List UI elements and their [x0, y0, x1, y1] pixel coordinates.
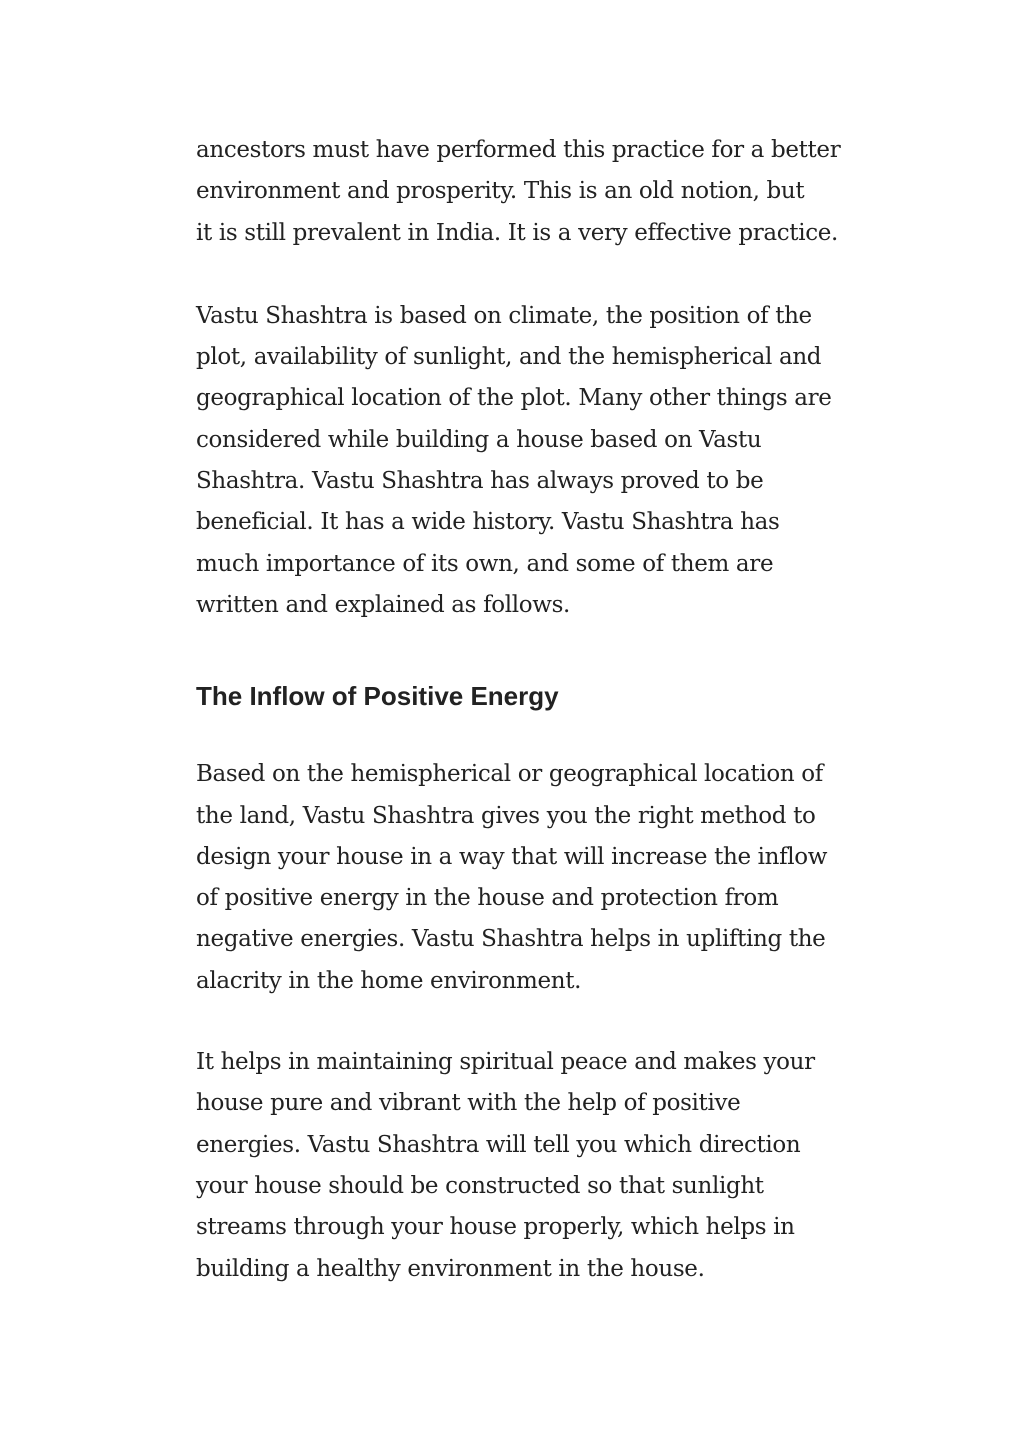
text-line: of positive energy in the house and protection from — [196, 885, 779, 912]
text-line: ancestors must have performed this practice for a better — [196, 137, 841, 163]
text-line: your house should be constructed so that sunlight — [196, 1172, 764, 1199]
text-line: Based on the hemispherical or geographical location of — [196, 761, 823, 788]
text-line: plot, availability of sunlight, and the hemispherical and — [196, 344, 822, 371]
text-line: house pure and vibrant with the help of positive — [196, 1090, 741, 1117]
text-line: environment and prosperity. This is an old notion, but — [196, 178, 805, 205]
document-body — [196, 130, 841, 1290]
section-heading: The Inflow of Positive Energy — [196, 681, 559, 712]
text-line: It helps in maintaining spiritual peace and makes your — [196, 1049, 815, 1076]
paragraph-vastu-basis — [196, 296, 836, 626]
text-line: Shashtra. Vastu Shashtra has always proved to be — [196, 468, 764, 495]
text-line: much importance of its own, and some of them are — [196, 550, 774, 577]
text-line: streams through your house properly, which helps in — [196, 1214, 795, 1241]
paragraph-ancestors — [196, 130, 841, 254]
text-line: Vastu Shashtra is based on climate, the position of the — [196, 302, 812, 329]
text-line: it is still prevalent in India. It is a very effective practice. — [196, 219, 838, 246]
text-line: energies. Vastu Shashtra will tell you which direction — [196, 1131, 801, 1158]
text-line: the land, Vastu Shashtra gives you the right method to — [196, 802, 816, 829]
text-line: negative energies. Vastu Shashtra helps in uplifting the — [196, 926, 826, 953]
text-line: building a healthy environment in the house. — [196, 1255, 705, 1282]
text-line: beneficial. It has a wide history. Vastu Shashtra has — [196, 509, 780, 536]
text-line: alacrity in the home environment. — [196, 967, 582, 994]
text-line: geographical location of the plot. Many other things are — [196, 385, 832, 412]
text-line: considered while building a house based on Vastu — [196, 426, 762, 453]
text-line: design your house in a way that will increase the inflow — [196, 843, 828, 870]
text-line: written and explained as follows. — [196, 591, 571, 618]
paragraph-inflow — [196, 754, 836, 1002]
paragraph-spiritual-peace — [196, 1042, 836, 1290]
